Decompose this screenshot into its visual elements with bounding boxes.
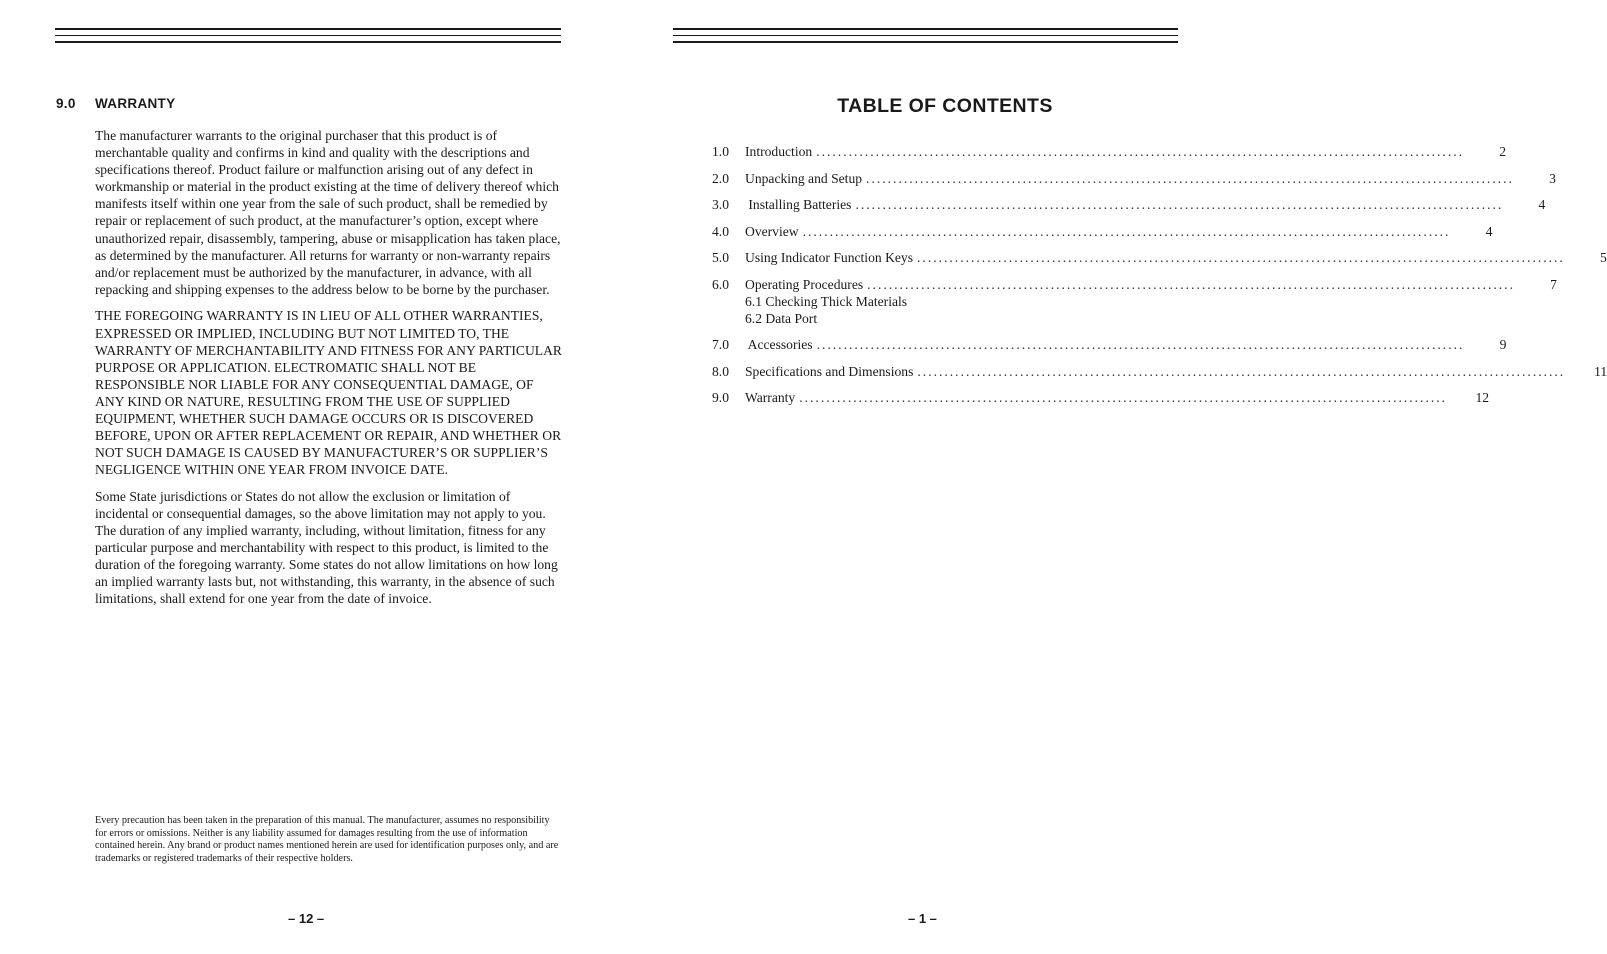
- toc-entry-number: 7.0: [712, 337, 729, 352]
- toc-title: TABLE OF CONTENTS: [837, 95, 1053, 117]
- toc-entry: [712, 170, 1556, 187]
- toc-entry-title: Overview: [745, 223, 799, 239]
- toc-dot-leader: ........................................................................................................................: [799, 390, 1448, 405]
- toc-entry-number: 9.0: [712, 390, 729, 405]
- toc-subentry: 6.2 Data Port: [745, 310, 818, 326]
- toc-entry-number: 6.0: [712, 276, 729, 292]
- header-rule: [673, 28, 1178, 30]
- toc-entry: [712, 143, 1507, 160]
- header-rule: [55, 28, 561, 30]
- toc-dot-leader: ........................................................................................................................: [816, 337, 1465, 352]
- toc-entry-line: [712, 223, 1493, 240]
- section-title: WARRANTY: [95, 96, 176, 111]
- toc-entry-line: [712, 336, 1507, 353]
- toc-dot-leader: ........................................................................................................................: [867, 276, 1515, 292]
- toc-entry-page: 4: [1485, 223, 1493, 239]
- toc-entry-title: Introduction: [745, 144, 813, 159]
- toc-entry: [712, 249, 1607, 266]
- header-rules: [55, 28, 561, 46]
- toc-entry-number: 1.0: [712, 144, 729, 159]
- toc-entry-line: [712, 249, 1607, 266]
- toc-entry-page: 9: [1499, 337, 1507, 352]
- toc-entry-title: Using Indicator Function Keys: [745, 250, 914, 265]
- left-page: [0, 0, 617, 954]
- toc-entry: [712, 276, 1557, 327]
- toc-subentry: 6.1 Checking Thick Materials: [745, 293, 908, 309]
- toc-entry-line: [712, 143, 1507, 160]
- toc-entry-page: 4: [1538, 197, 1546, 212]
- warranty-disclaimer-paragraph: THE FOREGOING WARRANTY IS IN LIEU OF ALL OTHER WARRANTIES, EXPRESSED OR IMPLIED, INCLUDING BUT NOT LIMITED TO, THE WARRANTY OF MERCHANTABILITY AND FITNESS FOR ANY PARTICULAR PURPOSE OR APPLICATION. ELECTROMATIC SHALL NOT BE RESPONSIBLE NOR LIABLE FOR ANY CONSEQUENTIAL DAMAGE, OF ANY KIND OR NATURE, RESULTING FROM THE USE OF SUPPLIED EQUIPMENT, WHETHER SUCH DAMAGE OCCURS OR IS DISCOVERED BEFORE, UPON OR AFTER REPLACEMENT OR REPAIR, AND WHETHER OR NOT SUCH DAMAGE IS CAUSED BY MANUFACTURER’S OR SUPPLIER’S NEGLIGENCE WITHIN ONE YEAR FROM INVOICE DATE.: [95, 308, 562, 478]
- toc-entry-number: 2.0: [712, 170, 729, 186]
- toc-entry-title: Operating Procedures: [745, 276, 864, 292]
- warranty-paragraph: The manufacturer warrants to the original purchaser that this product is of merchantable quality and confirms in kind and quality with the descriptions and specifications thereof. Product failure or malfunction arising out of any defect in workmanship or material in the product existing at the time of delivery thereof which manifests itself within one year from the sale of such product, shall be remedied by repair or replacement of such product, at the manufacturer’s option, except where unauthorized repair, disassembly, tampering, abuse or misapplication has taken place, as determined by the manufacturer. All returns for warranty or non-warranty repairs and/or replacement must be authorized by the manufacturer, in advance, with all repacking and shipping expenses to the address below to be borne by the purchaser.: [95, 128, 561, 297]
- toc-entry-title: Accessories: [745, 337, 813, 352]
- toc-entry-number: 4.0: [712, 223, 729, 239]
- section-heading: [56, 96, 175, 111]
- toc-entry-page: 11: [1594, 363, 1607, 379]
- toc-entry-number: 3.0: [712, 197, 729, 212]
- toc-dot-leader: ........................................................................................................................: [816, 144, 1465, 159]
- right-page: [617, 0, 1607, 954]
- toc-entry-line: [712, 170, 1556, 187]
- toc-entry-line: [712, 389, 1490, 406]
- header-rule: [55, 41, 561, 43]
- toc-dot-leader: ........................................................................................................................: [866, 170, 1514, 186]
- warranty-state-law-paragraph: Some State jurisdictions or States do not allow the exclusion or limitation of incidental or consequential damages, so the above limitation may not apply to you. The duration of any implied warranty, including, without limitation, fitness for any particular purpose and merchantability with respect to this product, is limited to the duration of the foregoing warranty. Some states do not allow limitations on how long an implied warranty lasts but, not withstanding, this warranty, in the absence of such limitations, shall extend for one year from the date of invoice.: [95, 488, 558, 607]
- toc-dot-leader: ........................................................................................................................: [917, 250, 1565, 265]
- toc-dot-leader: ........................................................................................................................: [802, 223, 1451, 239]
- toc-entry-number: 5.0: [712, 250, 729, 265]
- manual-disclaimer: Every precaution has been taken in the preparation of this manual. The manufacturer, assumes no responsibility for errors or omissions. Neither is any liability assumed for damages resulting from the use of information contained herein. Any brand or product names mentioned herein are used for identification purposes only, and are trademarks or registered trademarks of their respective holders.: [95, 815, 559, 864]
- toc-entry: [712, 196, 1546, 213]
- toc-dot-leader: ........................................................................................................................: [855, 197, 1504, 212]
- toc-entry-page: 5: [1600, 250, 1607, 265]
- page-number: – 12 –: [288, 911, 325, 926]
- toc-entry-page: 2: [1499, 144, 1507, 159]
- toc-entry-title: Unpacking and Setup: [745, 170, 863, 186]
- header-rule: [673, 35, 1178, 36]
- header-rule: [55, 35, 561, 36]
- toc-entry-page: 12: [1475, 390, 1490, 405]
- toc-entry-title: Specifications and Dimensions: [745, 363, 914, 379]
- toc-entry: [712, 336, 1507, 353]
- page-number: – 1 –: [908, 911, 937, 926]
- toc-entry-page: 7: [1550, 276, 1557, 292]
- toc-dot-leader: ........................................................................................................................: [917, 363, 1566, 379]
- toc-entry-title: Warranty: [745, 390, 796, 405]
- section-number: 9.0: [56, 96, 76, 111]
- toc-entry-line: [712, 276, 1557, 293]
- toc-entry: [712, 389, 1490, 406]
- toc-entry-page: 3: [1549, 170, 1556, 186]
- toc-entry: [712, 363, 1607, 380]
- warranty-text: [95, 127, 563, 617]
- toc-entry-number: 8.0: [712, 363, 729, 379]
- header-rules: [673, 28, 1178, 46]
- toc-entry: [712, 223, 1493, 240]
- toc-entry-title: Installing Batteries: [745, 197, 852, 212]
- toc-entry-line: [712, 196, 1546, 213]
- toc-list: [712, 143, 1607, 416]
- header-rule: [673, 41, 1178, 43]
- toc-entry-line: [712, 363, 1607, 380]
